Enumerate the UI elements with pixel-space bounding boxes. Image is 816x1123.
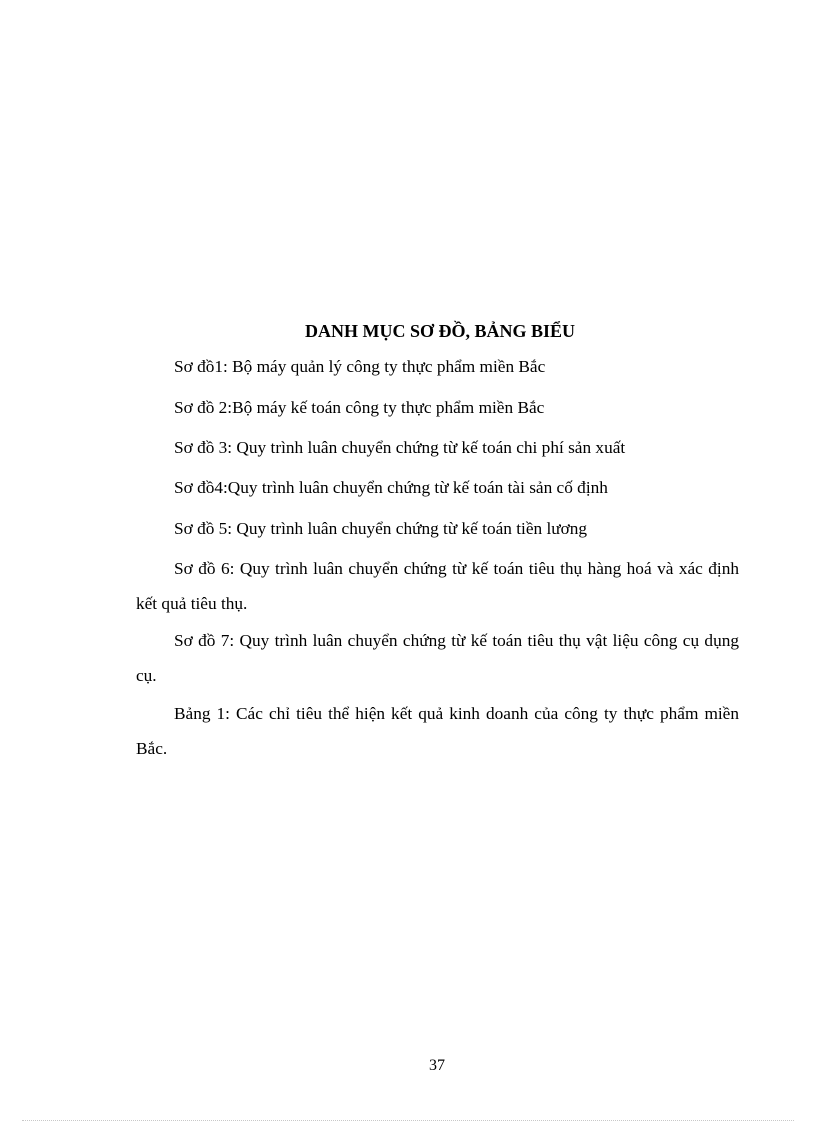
list-item-so-do-1: Sơ đồ1: Bộ máy quản lý công ty thực phẩm miền Bắc [174,357,546,376]
list-item-so-do-2: Sơ đồ 2:Bộ máy kế toán công ty thực phẩm miền Bắc [174,398,545,417]
page-title: DANH MỤC SƠ ĐỒ, BẢNG BIỂU [304,321,576,341]
list-item-bang-1: Bảng 1: Các chỉ tiêu thể hiện kết quả kinh doanh của công ty thực phẩm miền Bắc. [136,704,739,758]
list-item-so-do-7: Sơ đồ 7: Quy trình luân chuyển chứng từ kế toán tiêu thụ vật liệu công cụ dụng cụ. [136,631,739,685]
list-item-so-do-4: Sơ đồ4:Quy trình luân chuyển chứng từ kế toán tài sản cố định [174,478,608,497]
list-item-so-do-5: Sơ đồ 5: Quy trình luân chuyển chứng từ kế toán tiền lương [174,519,588,538]
page-divider [22,1120,794,1121]
page-number: 37 [429,1057,445,1074]
list-item-so-do-6: Sơ đồ 6: Quy trình luân chuyển chứng từ kế toán tiêu thụ hàng hoá và xác định kết quả tiêu thụ. [136,559,739,613]
list-item-so-do-3: Sơ đồ 3: Quy trình luân chuyển chứng từ kế toán chi phí sản xuất [174,438,626,457]
